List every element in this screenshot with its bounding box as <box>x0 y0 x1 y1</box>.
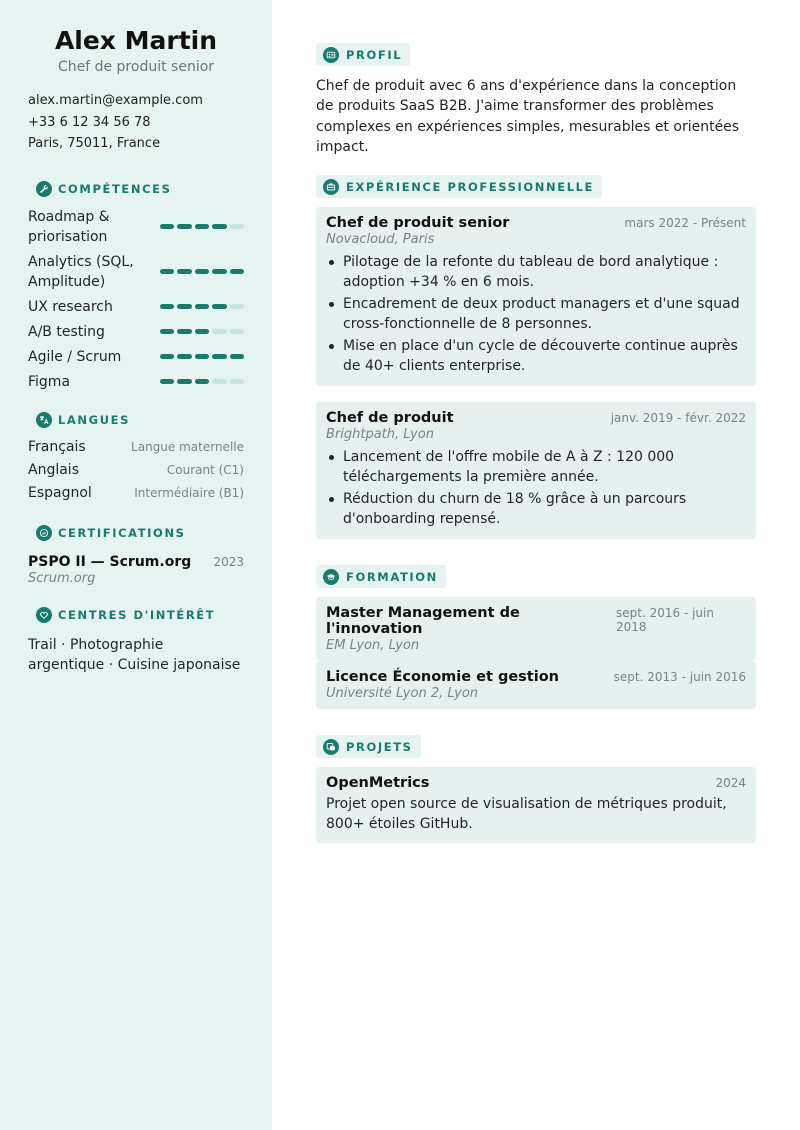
projects-heading <box>316 735 421 758</box>
skill-dot-filled <box>160 269 175 274</box>
skill-dot-filled <box>160 304 175 309</box>
job-bullets <box>326 447 746 530</box>
project-year: 2024 <box>715 776 746 790</box>
interests-heading <box>36 607 244 623</box>
degree-dates: sept. 2016 - juin 2018 <box>616 606 714 634</box>
experience-item <box>316 207 756 386</box>
skill-dot-filled <box>177 329 192 334</box>
skill-item <box>28 347 244 367</box>
job-bullets <box>326 252 746 377</box>
profile-heading-label: PROFIL <box>346 47 403 62</box>
skill-dot-filled <box>177 304 192 309</box>
wrench-icon <box>36 181 52 197</box>
profile-summary: Chef de produit avec 6 ans d'expérience dans la conception de produits SaaS B2B. J'aime transformer des problèmes complexes en expériences simples, mesurables et orientées impact. <box>316 78 740 155</box>
languages-list <box>28 439 244 508</box>
languages-heading <box>36 412 244 428</box>
contact-location: Paris, 75011, France <box>28 136 161 151</box>
experience-heading-label: EXPÉRIENCE PROFESSIONNELLE <box>346 179 595 194</box>
skill-name: Roadmap & priorisation <box>28 208 110 245</box>
certifications-heading <box>36 525 244 541</box>
certification-year: 2023 <box>213 554 244 569</box>
skill-level <box>160 329 245 334</box>
skill-dot-empty <box>230 379 245 384</box>
skill-dot-filled <box>212 224 227 229</box>
skill-dot-filled <box>230 354 245 359</box>
education-item <box>316 661 756 709</box>
project-item <box>316 767 756 843</box>
certification-org: Scrum.org <box>28 570 96 586</box>
education-heading <box>316 565 446 588</box>
skill-item <box>28 252 244 292</box>
project-title: OpenMetrics <box>326 775 430 791</box>
language-name: Français <box>28 438 86 455</box>
skill-name: Figma <box>28 373 71 390</box>
degree-school: EM Lyon, Lyon <box>326 638 420 653</box>
skill-dot-filled <box>212 354 227 359</box>
skill-item <box>28 207 244 247</box>
candidate-role: Chef de produit senior <box>57 59 215 75</box>
skill-dot-filled <box>177 354 192 359</box>
job-company: Brightpath, Lyon <box>326 427 434 442</box>
contact-phone[interactable]: +33 6 12 34 56 78 <box>28 114 151 130</box>
job-dates: mars 2022 - Présent <box>624 216 746 230</box>
skill-name: Analytics (SQL, Amplitude) <box>28 253 134 290</box>
profile-heading <box>316 43 410 66</box>
skill-dot-filled <box>212 304 227 309</box>
education-item <box>316 597 756 661</box>
id-card-icon <box>323 47 339 63</box>
skill-name: UX research <box>28 298 113 315</box>
skill-dot-empty <box>212 379 227 384</box>
skill-item <box>28 297 244 317</box>
project-description: Projet open source de visualisation de métriques produit, 800+ étoiles GitHub. <box>326 796 727 833</box>
skill-name: Agile / Scrum <box>28 348 122 365</box>
translate-icon <box>36 412 52 428</box>
certifications-heading-label: CERTIFICATIONS <box>58 525 186 540</box>
sidebar <box>0 0 272 1130</box>
job-company: Novacloud, Paris <box>326 232 435 247</box>
skill-dot-filled <box>160 329 175 334</box>
skill-name: A/B testing <box>28 323 105 340</box>
skills-list <box>28 207 244 392</box>
interests-heading-label: CENTRES D'INTÉRÊT <box>58 607 216 622</box>
experience-heading <box>316 175 602 198</box>
skill-dot-filled <box>230 269 245 274</box>
certification-name: PSPO II — Scrum.org <box>28 553 192 570</box>
skill-dot-filled <box>195 269 210 274</box>
experience-item <box>316 402 756 539</box>
skill-dot-filled <box>195 304 210 309</box>
language-level: Courant (C1) <box>166 462 244 477</box>
language-name: Espagnol <box>28 484 92 501</box>
skill-level <box>160 304 245 309</box>
job-title: Chef de produit senior <box>326 215 510 231</box>
job-bullet: Pilotage de la refonte du tableau de bord analytique : adoption +34 % en 6 mois. <box>326 252 746 293</box>
heart-icon <box>36 607 52 623</box>
briefcase-icon <box>323 179 339 195</box>
language-item <box>28 485 244 508</box>
skill-level <box>160 224 245 229</box>
interests-text: Trail · Photographie argentique · Cuisine japonaise <box>28 636 241 673</box>
language-level: Langue maternelle <box>131 439 244 454</box>
job-title: Chef de produit <box>326 410 454 426</box>
skill-dot-filled <box>160 224 175 229</box>
skill-dot-filled <box>177 224 192 229</box>
degree-school: Université Lyon 2, Lyon <box>326 686 479 701</box>
degree-title: Licence Économie et gestion <box>326 669 559 685</box>
skill-level <box>160 269 245 274</box>
skills-heading <box>36 181 244 197</box>
skill-dot-filled <box>160 354 175 359</box>
skill-dot-empty <box>230 224 245 229</box>
contact-block <box>28 90 244 155</box>
languages-heading-label: LANGUES <box>58 412 130 427</box>
skill-item <box>28 322 244 342</box>
job-dates: janv. 2019 - févr. 2022 <box>610 411 746 425</box>
skill-level <box>160 379 245 384</box>
projects-heading-label: PROJETS <box>346 739 413 754</box>
skill-level <box>160 354 245 359</box>
graduation-cap-icon <box>323 569 339 585</box>
job-bullet: Réduction du churn de 18 % grâce à un parcours d'onboarding repensé. <box>326 489 746 530</box>
degree-dates: sept. 2013 - juin 2016 <box>613 670 746 684</box>
certification-item <box>28 554 244 586</box>
language-level: Intermédiaire (B1) <box>134 485 244 500</box>
projects-icon <box>323 739 339 755</box>
language-item <box>28 462 244 485</box>
skills-heading-label: COMPÉTENCES <box>58 181 172 196</box>
job-bullet: Lancement de l'offre mobile de A à Z : 120 000 téléchargements la première année. <box>326 447 746 488</box>
education-heading-label: FORMATION <box>346 569 438 584</box>
skill-dot-empty <box>212 329 227 334</box>
skill-dot-filled <box>195 379 210 384</box>
contact-email[interactable]: alex.martin@example.com <box>28 93 203 108</box>
degree-title: Master Management de l'innovation <box>326 605 520 637</box>
skill-dot-filled <box>195 329 210 334</box>
skill-dot-filled <box>195 224 210 229</box>
candidate-name: Alex Martin <box>54 26 218 55</box>
job-bullet: Encadrement de deux product managers et d'une squad cross-fonctionnelle de 8 personnes. <box>326 294 746 335</box>
language-name: Anglais <box>28 461 79 478</box>
skill-item <box>28 372 244 392</box>
skill-dot-filled <box>160 379 175 384</box>
skill-dot-filled <box>177 379 192 384</box>
skill-dot-empty <box>230 304 245 309</box>
job-bullet: Mise en place d'un cycle de découverte continue auprès de 40+ clients enterprise. <box>326 336 746 377</box>
skill-dot-empty <box>230 329 245 334</box>
skill-dot-filled <box>212 269 227 274</box>
badge-check-icon <box>36 525 52 541</box>
skill-dot-filled <box>195 354 210 359</box>
language-item <box>28 439 244 462</box>
skill-dot-filled <box>177 269 192 274</box>
